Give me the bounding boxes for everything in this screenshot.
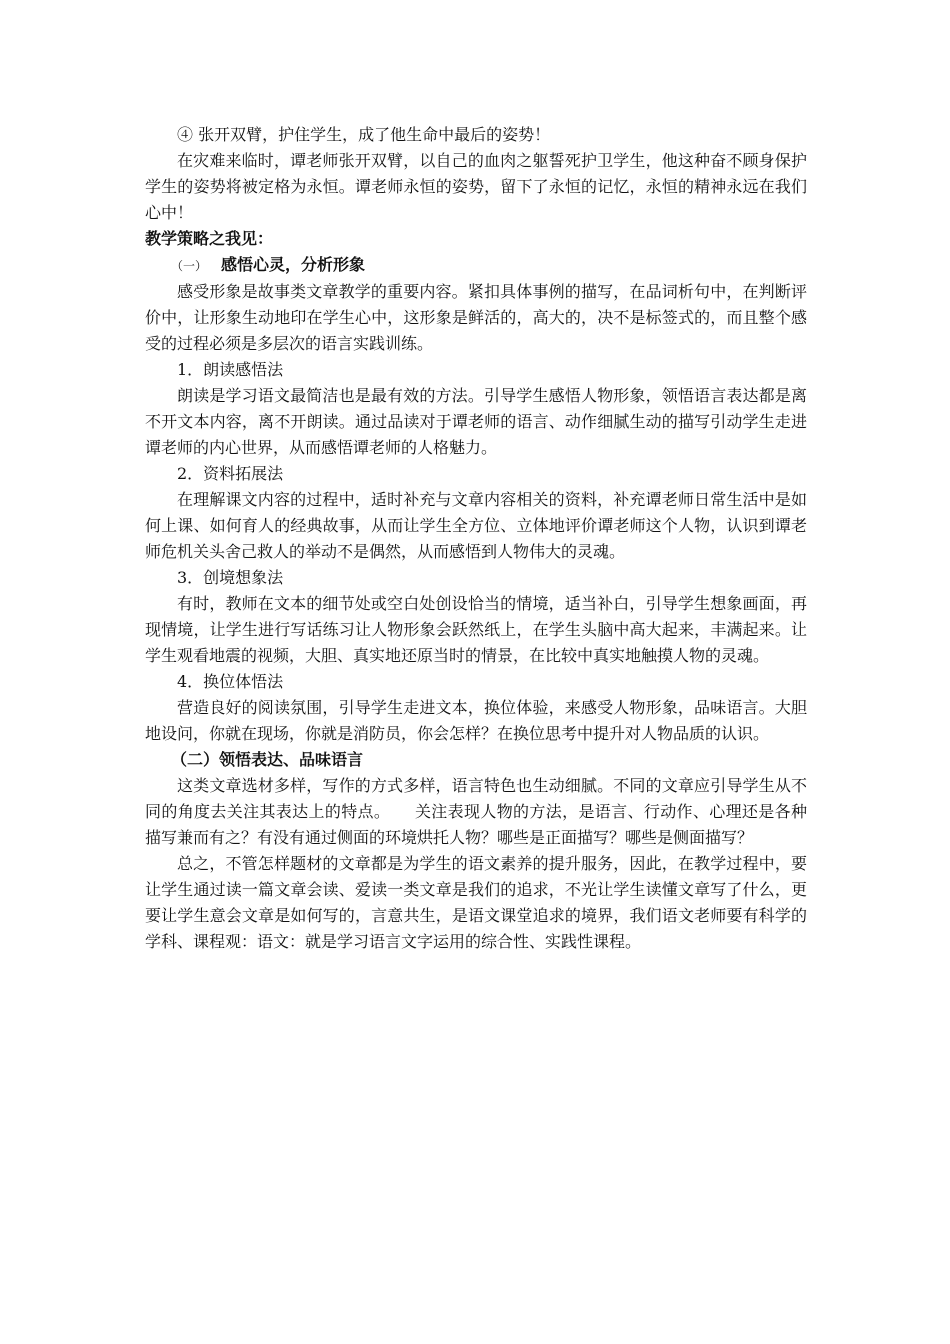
section-one-title: 感悟心灵，分析形象 bbox=[221, 255, 366, 274]
heading-section-two: （二）领悟表达、品味语言 bbox=[171, 750, 364, 769]
section-one-number: （一） bbox=[171, 259, 208, 273]
paragraph-reading: 朗读是学习语文最简洁也是最有效的方法。引导学生感悟人物形象，领悟语言表达都是离不开文本内容，离不开朗读。通过品读对于谭老师的语言、动作细腻生动的描写引动学生走进谭老师的内心世界，从而感悟谭老师的人格魅力。 bbox=[145, 386, 807, 457]
paragraph-expression: 这类文章选材多样，写作的方式多样，语言特色也生动细腻。不同的文章应引导学生从不同的角度去关注其表达上的特点。 关注表现人物的方法，是语言、行动作、心理还是各种描写兼而有之？有没有通过侧面的环境烘托人物？哪些是正面描写？哪些是侧面描写？ bbox=[145, 776, 807, 847]
method-imagination: 3．创境想象法 bbox=[177, 568, 284, 587]
paragraph-disaster: 在灾难来临时，谭老师张开双臂，以自己的血肉之躯誓死护卫学生，他这种奋不顾身保护学生的姿势将被定格为永恒。谭老师永恒的姿势，留下了永恒的记忆，永恒的精神永远在我们心中！ bbox=[145, 151, 807, 222]
paragraph-role-switch: 营造良好的阅读氛围，引导学生走进文本，换位体验，来感受人物形象，品味语言。大胆地设问，你就在现场，你就是消防员，你会怎样？在换位思考中提升对人物品质的认识。 bbox=[145, 698, 807, 743]
document-body bbox=[145, 122, 807, 955]
method-reading: 1．朗读感悟法 bbox=[177, 360, 284, 379]
paragraph-posture: ④ 张开双臂，护住学生，成了他生命中最后的姿势！ bbox=[177, 125, 551, 144]
paragraph-materials: 在理解课文内容的过程中，适时补充与文章内容相关的资料，补充谭老师日常生活中是如何上课、如何育人的经典故事，从而让学生全方位、立体地评价谭老师这个人物，认识到谭老师危机关头舍己救人的举动不是偶然，从而感悟到人物伟大的灵魂。 bbox=[145, 490, 807, 561]
heading-strategy: 教学策略之我见： bbox=[145, 229, 274, 248]
paragraph-conclusion: 总之，不管怎样题材的文章都是为学生的语文素养的提升服务，因此，在教学过程中，要让学生通过读一篇文章会读、爱读一类文章是我们的追求，不光让学生读懂文章写了什么，更要让学生意会文章是如何写的，言意共生，是语文课堂追求的境界，我们语文老师要有科学的学科、课程观：语文：就是学习语言文字运用的综合性、实践性课程。 bbox=[145, 854, 807, 951]
method-role-switch: 4．换位体悟法 bbox=[177, 672, 284, 691]
paragraph-imagination: 有时，教师在文本的细节处或空白处创设恰当的情境，适当补白，引导学生想象画面，再现情境，让学生进行写话练习让人物形象会跃然纸上，在学生头脑中高大起来，丰满起来。让学生观看地震的视频，大胆、真实地还原当时的情景，在比较中真实地触摸人物的灵魂。 bbox=[145, 594, 807, 665]
method-materials: 2．资料拓展法 bbox=[177, 464, 284, 483]
heading-section-one bbox=[145, 252, 807, 279]
paragraph-image-feeling: 感受形象是故事类文章教学的重要内容。紧扣具体事例的描写，在品词析句中，在判断评价中，让形象生动地印在学生心中，这形象是鲜活的，高大的，决不是标签式的，而且整个感受的过程必须是多层次的语言实践训练。 bbox=[145, 282, 807, 353]
